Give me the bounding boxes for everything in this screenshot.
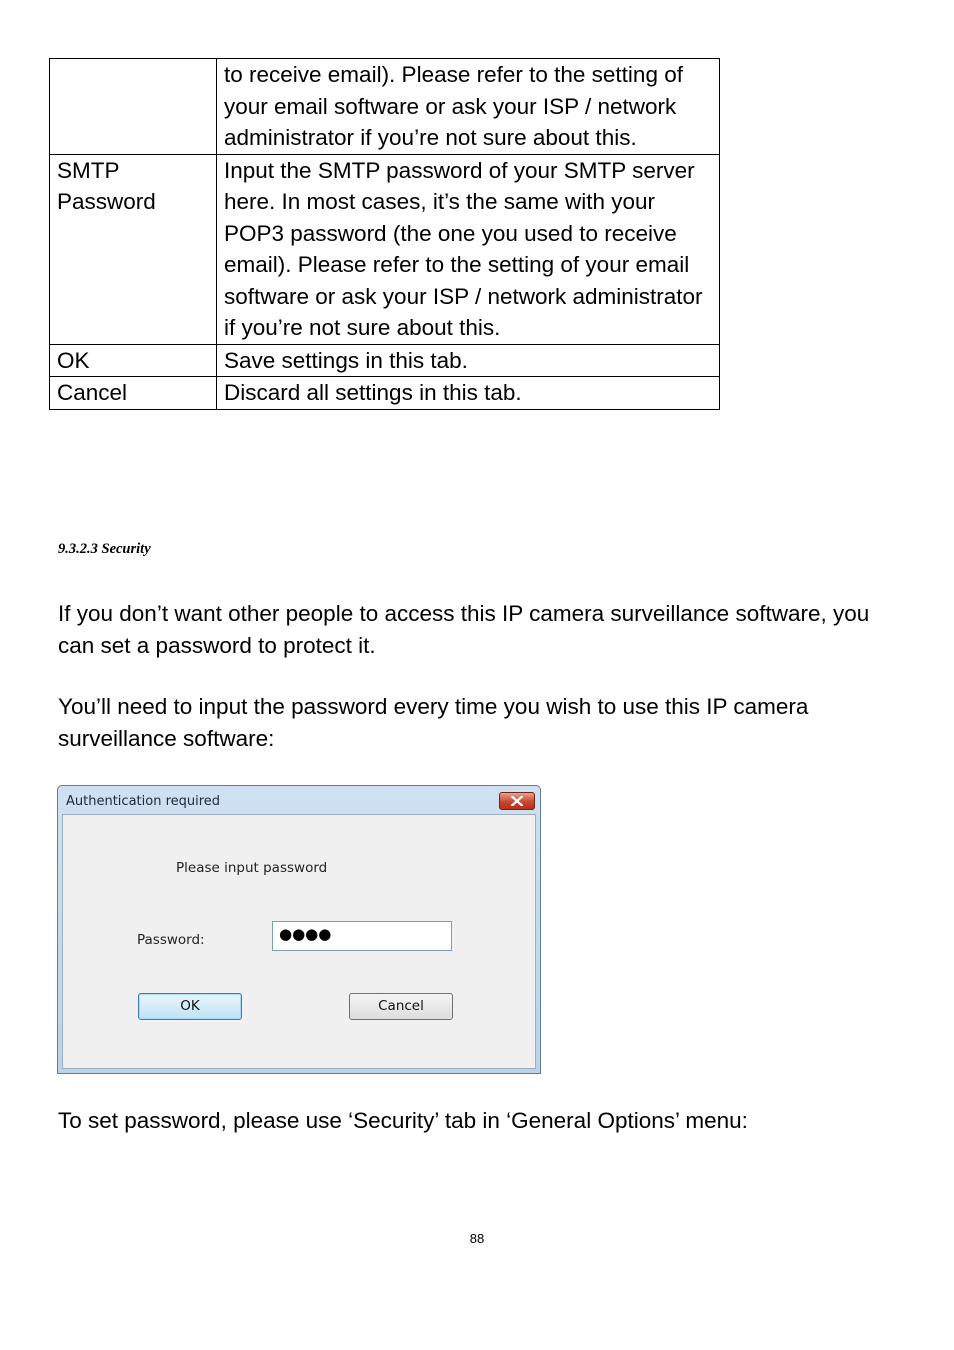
close-button[interactable] [499,792,535,810]
table-row [50,154,720,344]
dialog-title-bar [58,786,540,814]
password-prompt: Please input password [176,860,328,876]
settings-table [49,58,720,410]
table-row [50,344,720,377]
page-number: 88 [469,1231,485,1246]
dialog-body [62,814,536,1069]
table-cell-description: Input the SMTP password of your SMTP server here. In most cases, it’s the same with your POP3 password (the one you used to receive email). Please refer to the setting of your email software or ask your ISP / network administrator if you’re not sure about this. [217,154,720,344]
ok-button[interactable]: OK [138,993,242,1020]
password-field[interactable]: ●●●● [272,921,452,951]
table-row [50,377,720,410]
table-cell-description: Discard all settings in this tab. [217,377,720,410]
table-cell-description: to receive email). Please refer to the setting of your email software or ask your ISP / network administrator if you’re not sure about this. [217,59,720,155]
table-cell-field: Cancel [50,377,217,410]
table-cell-field [50,59,217,155]
paragraph-password-required: You’ll need to input the password every time you wish to use this IP camera surveillance software: [58,694,809,751]
cancel-button[interactable]: Cancel [349,993,453,1020]
password-label: Password: [137,932,205,948]
table-cell-field [50,154,217,344]
close-x-icon [511,796,523,806]
field-name-smtp-password: SMTP Password [57,157,156,214]
authentication-dialog [57,785,541,1074]
table-cell-description: Save settings in this tab. [217,344,720,377]
paragraph-intro: If you don’t want other people to access this IP camera surveillance software, you can set a password to protect it. [58,601,870,658]
paragraph-set-password: To set password, please use ‘Security’ tab in ‘General Options’ menu: [58,1108,748,1133]
table-cell-field: OK [50,344,217,377]
section-heading: 9.3.2.3 Security [58,541,151,557]
dialog-title: Authentication required [66,794,221,809]
table-row [50,59,720,155]
